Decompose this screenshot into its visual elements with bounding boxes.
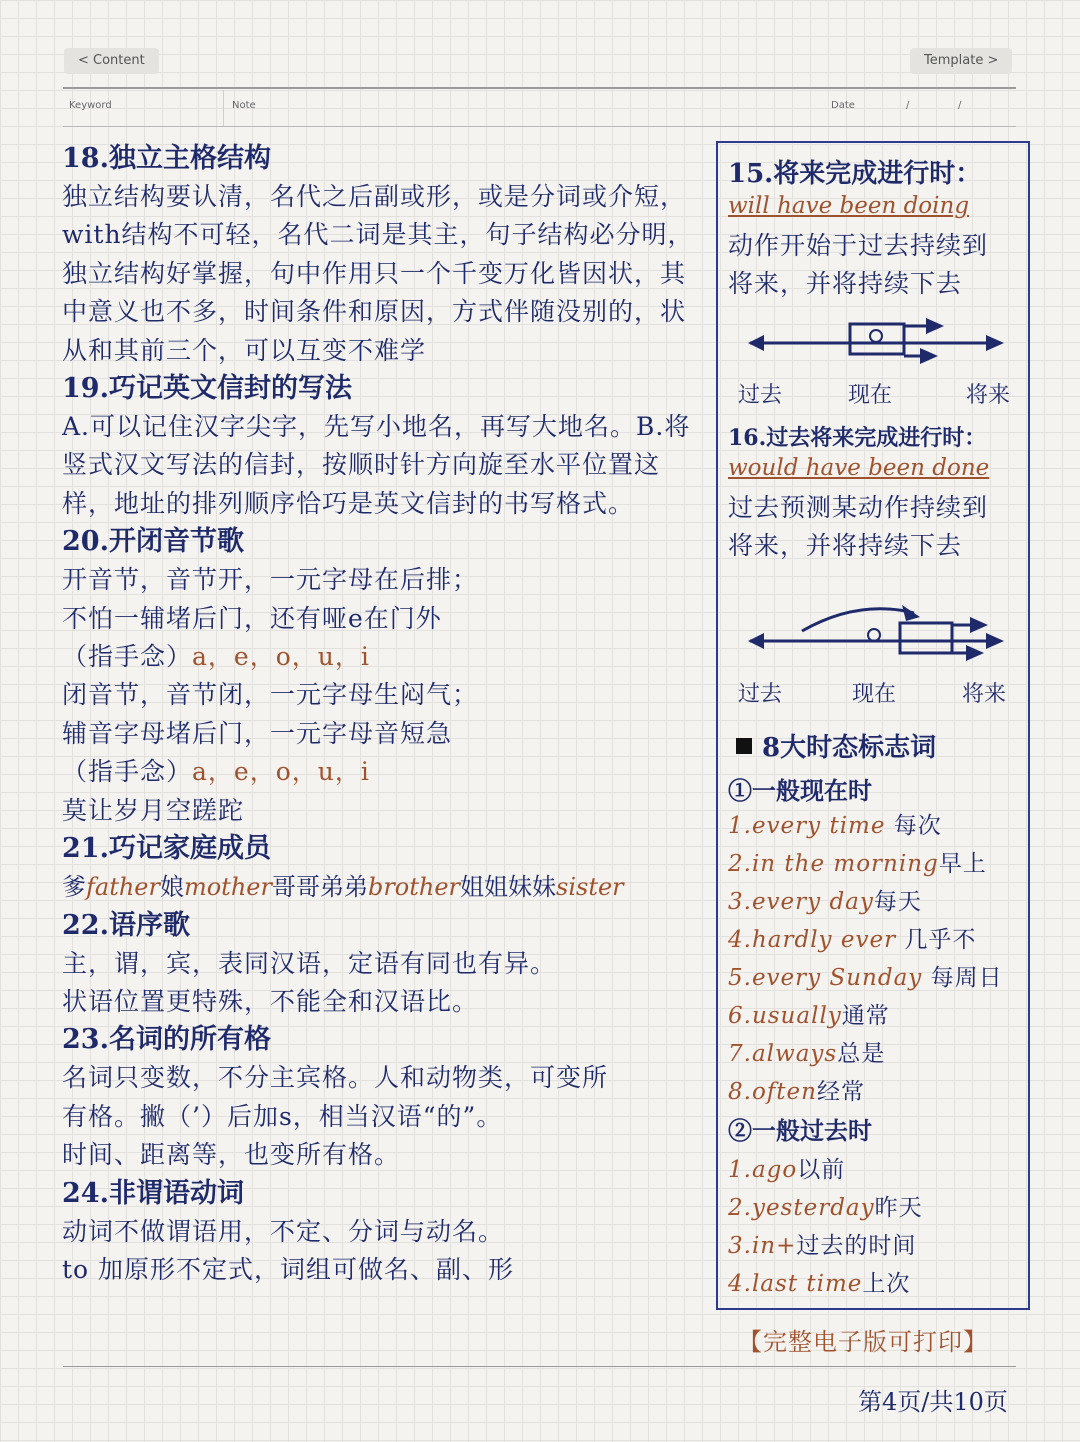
print-promo: 【完整电子版可打印】	[738, 1328, 988, 1356]
section-20-line-3	[62, 638, 710, 676]
family-en: brother	[367, 873, 461, 902]
section-20-line-1: 开音节，音节开，一元字母在后排；	[62, 565, 479, 595]
section-23-line-3: 时间、距离等，也变所有格。	[62, 1140, 401, 1170]
present-marker-item-zh: 每次	[885, 813, 942, 839]
present-marker-item	[728, 807, 942, 840]
tense-16-title: 16.过去将来完成进行时：	[728, 425, 987, 451]
read-hint: （指手念）	[62, 757, 193, 787]
family-zh: 哥哥弟弟	[271, 873, 368, 902]
markers-title-text: 8大时态标志词	[762, 733, 937, 763]
past-marker-item-en: 3.in+	[728, 1233, 797, 1259]
family-en: sister	[556, 873, 624, 902]
timeline-2-past: 过去	[738, 682, 783, 707]
present-marker-item-en: 7.always	[728, 1041, 838, 1067]
section-19-title: 19.巧记英文信封的写法	[62, 373, 352, 405]
header-top-rule	[63, 87, 1016, 89]
section-21-text	[62, 868, 710, 906]
family-zh: 姐姐妹妹	[460, 873, 557, 902]
header-bottom-rule	[63, 126, 1016, 127]
left-column	[62, 140, 710, 1289]
read-hint: （指手念）	[62, 642, 193, 672]
date-label: Date	[831, 100, 855, 111]
vowel-list: a，e，o，u，i	[192, 642, 370, 672]
present-simple-title: ①一般现在时	[728, 776, 872, 805]
square-bullet-icon	[736, 738, 752, 754]
present-marker-item-en: 6.usually	[728, 1003, 842, 1029]
past-marker-item-en: 4.last time	[728, 1271, 863, 1297]
present-marker-item	[728, 921, 976, 954]
past-marker-item-zh: 上次	[862, 1271, 911, 1297]
present-marker-item-zh: 总是	[837, 1041, 886, 1067]
present-marker-item	[728, 1035, 885, 1068]
section-18-title: 18.独立主格结构	[62, 143, 271, 174]
section-20-line-4: 闭音节，音节闭，一元字母生闷气；	[62, 680, 479, 710]
section-20-title: 20.开闭音节歌	[62, 526, 244, 558]
section-20-line-5: 辅音字母堵后门，一元字母音短急	[62, 718, 453, 748]
section-19-text: A.可以记住汉字尖字，先写小地名，再写大地名。B.将竖式汉文写法的信封，按顺时针方向旋至水平位置这样，地址的排列顺序恰巧是英文信封的书写格式。	[62, 412, 691, 518]
section-20-line-7: 莫让岁月空蹉跎	[62, 795, 245, 825]
section-24-line-2: to 加原形不定式，词组可做名、副、形	[62, 1254, 515, 1284]
present-marker-item-zh: 通常	[841, 1003, 890, 1029]
section-20-line-6	[62, 753, 710, 791]
tense-panel	[716, 141, 1030, 1310]
tense-16-line-2: 将来，并将持续下去	[728, 531, 963, 560]
tense-15-formula: will have been doing	[728, 193, 970, 219]
present-marker-item-en: 3.every day	[728, 889, 874, 915]
markers-title	[736, 727, 936, 764]
present-marker-item-en: 5.every Sunday	[728, 965, 923, 991]
family-en: father	[86, 873, 160, 902]
present-marker-item-en: 1.every time	[728, 813, 886, 839]
past-marker-item-zh: 以前	[797, 1157, 846, 1183]
timeline-2-future: 将来	[962, 682, 1007, 707]
past-marker-item	[728, 1227, 916, 1260]
present-marker-item-zh: 每周日	[922, 965, 1003, 991]
past-simple-title: ②一般过去时	[728, 1116, 872, 1145]
section-22-line-2: 状语位置更特殊，不能全和汉语比。	[62, 986, 479, 1016]
page-number: 第4页/共10页	[858, 1388, 1008, 1416]
tense-15-title: 15.将来完成进行时：	[728, 159, 982, 189]
note-label: Note	[232, 100, 256, 111]
present-marker-item	[728, 959, 1003, 992]
timeline-2-now: 现在	[852, 682, 897, 707]
tense-16-line-1: 过去预测某动作持续到	[728, 493, 989, 522]
tense-15-line-2: 将来，并将持续下去	[728, 269, 963, 298]
present-marker-item	[728, 1073, 865, 1106]
footer-rule	[63, 1366, 1016, 1367]
timeline-diagram-1	[718, 308, 1028, 378]
family-zh: 爹	[62, 873, 86, 902]
section-22-title: 22.语序歌	[62, 909, 190, 941]
section-23-line-1: 名词只变数，不分主宾格。人和动物类，可变所	[62, 1063, 609, 1093]
section-21-title: 21.巧记家庭成员	[62, 833, 271, 865]
present-marker-item	[728, 883, 922, 916]
timeline-1-now: 现在	[848, 383, 893, 408]
past-marker-item-zh: 过去的时间	[796, 1233, 917, 1259]
past-marker-item	[728, 1265, 910, 1298]
present-marker-item	[728, 997, 890, 1030]
present-marker-item-zh: 几乎不	[896, 927, 977, 953]
present-marker-item	[728, 845, 987, 878]
section-23-title: 23.名词的所有格	[62, 1024, 271, 1056]
timeline-1-future: 将来	[966, 383, 1011, 408]
present-marker-item-zh: 每天	[873, 889, 922, 915]
present-marker-item-zh: 经常	[816, 1079, 865, 1105]
tense-16-formula: would have been done	[728, 455, 990, 481]
past-marker-item-en: 1.ago	[728, 1157, 798, 1183]
section-24-title: 24.非谓语动词	[62, 1177, 244, 1209]
date-slash-1: /	[906, 100, 910, 111]
present-marker-item-en: 8.often	[728, 1079, 817, 1105]
timeline-diagram-2	[718, 591, 1028, 675]
past-marker-item-en: 2.yesterday	[728, 1195, 875, 1221]
present-marker-item-en: 4.hardly ever	[728, 927, 897, 953]
section-24-line-1: 动词不做谓语用，不定、分词与动名。	[62, 1216, 505, 1246]
section-22-line-1: 主，谓，宾，表同汉语，定语有同也有异。	[62, 948, 557, 978]
date-slash-2: /	[958, 100, 962, 111]
vowel-list: a，e，o，u，i	[192, 757, 370, 787]
past-marker-item	[728, 1189, 923, 1222]
section-23-line-2: 有格。撇（’）后加s，相当汉语“的”。	[62, 1101, 503, 1131]
present-marker-item-en: 2.in the morning	[728, 851, 939, 877]
section-18-text: 独立结构要认清，名代之后副或形，或是分词或介短，with结构不可轻，名代二词是其主，句子结构必分明，独立结构好掌握，句中作用只一个千变万化皆因状，其中意义也不多，时间条件和原因，方式伴随没别的，状从和其前三个，可以互变不难学	[62, 182, 694, 365]
past-marker-item	[728, 1151, 845, 1184]
past-marker-item-zh: 昨天	[874, 1195, 923, 1221]
template-button[interactable]: Template >	[910, 48, 1012, 74]
family-zh: 娘	[159, 873, 184, 902]
header-divider	[223, 90, 224, 126]
tense-15-line-1: 动作开始于过去持续到	[728, 231, 989, 260]
content-button[interactable]: < Content	[64, 48, 159, 74]
family-en: mother	[183, 873, 272, 902]
section-20-line-2: 不怕一辅堵后门，还有哑e在门外	[62, 603, 442, 633]
keyword-label: Keyword	[69, 100, 112, 111]
present-marker-item-zh: 早上	[938, 851, 987, 877]
timeline-1-past: 过去	[738, 383, 783, 408]
